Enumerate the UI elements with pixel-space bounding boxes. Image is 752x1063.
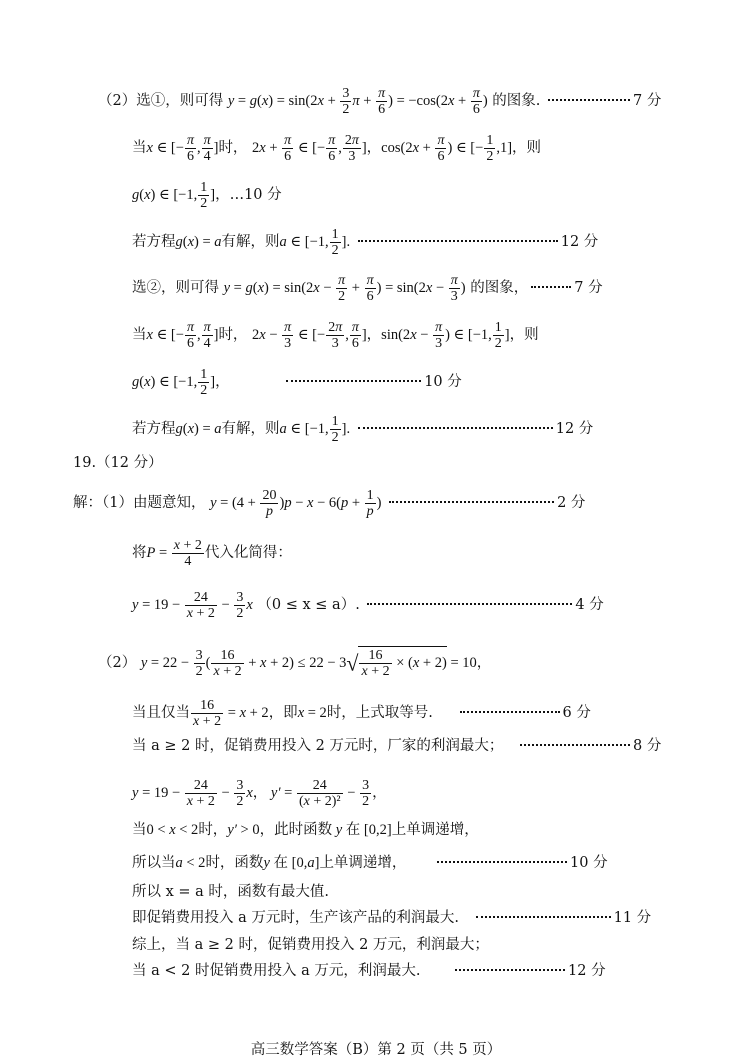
- math-formula: y = (4 + $\frac{20}{p}$ )p − x − 6(p + $\frac{1}{p}$ ): [210, 488, 382, 520]
- math-formula: y 在 [0,a]: [263, 855, 320, 871]
- line-q19-inequality: [98, 646, 491, 680]
- score: 12 分: [560, 234, 599, 251]
- line-choice2-result: [132, 367, 462, 399]
- score: 12 分: [555, 421, 594, 438]
- line-choice2-range: [132, 320, 539, 352]
- math-formula: x ∈ [− $\frac{\pi}{6}$ , $\frac{\pi}{4}$ ]: [146, 320, 219, 352]
- line-q19-simplified: [132, 590, 604, 622]
- line-text: （2）选①，则可得: [98, 93, 224, 110]
- score: 10 分: [424, 374, 462, 391]
- dot-leader: [531, 285, 571, 288]
- line-text: 的图象.: [492, 93, 541, 110]
- line-text: 解：（1）由题意知，: [73, 495, 206, 512]
- line-choice2-conclusion: [132, 414, 593, 446]
- line-q19-investment: [132, 908, 651, 928]
- line-text: 所以当: [132, 855, 176, 871]
- score: 12 分: [568, 963, 606, 979]
- dot-leader: [460, 710, 560, 713]
- math-formula: g(x) = a: [175, 234, 222, 251]
- line-choice1-conclusion: [132, 227, 598, 259]
- math-formula: g(x) ∈ [−1, $\frac{1}{2}$ ]，: [132, 367, 230, 399]
- line-text: 当 a ≥ 2 时，促销费用投入 2 万元时，厂家的利润最大；: [132, 738, 504, 754]
- line-q19-summary1: 综上，当 a ≥ 2 时，促销费用投入 2 万元，利润最大；: [132, 937, 489, 953]
- math-formula: x ∈ [− $\frac{\pi}{6}$ , $\frac{\pi}{4}$ ]: [146, 133, 219, 165]
- line-text: 上单调递增，: [319, 855, 407, 871]
- score: 2 分: [557, 495, 586, 512]
- math-formula: a < 2: [175, 855, 206, 871]
- math-formula: y = 22 − $\frac{3}{2}$ ( $\frac{16}{x + 2}$ + x + 2) ≤ 22 − 3√ $\frac{16}{x + 2}$ × (x + 2) = 10，: [140, 648, 492, 680]
- dot-leader: [437, 860, 567, 863]
- dot-leader: [455, 968, 565, 971]
- line-text: 当 a < 2 时促销费用投入 a 万元，利润最大.: [132, 963, 421, 979]
- line-choice1-formula: [98, 86, 661, 118]
- line-text: ，此时函数: [259, 822, 333, 838]
- line-text: 有解，则: [221, 234, 280, 251]
- math-formula: y = 19 − $\frac{24}{x + 2}$ − $\frac{3}{2}$ x: [132, 590, 253, 622]
- line-text: 若方程: [132, 234, 176, 251]
- math-formula: 2x − $\frac{\pi}{3}$ ∈ [− $\frac{2\pi}{3}$ , $\frac{\pi}{6}$ ]，sin(2x − $\frac{\pi}{3}$ ) ∈ [−1, $\frac{1}{2}$ ]: [252, 320, 510, 352]
- line-text: （0 ≤ x ≤ a）.: [257, 597, 360, 614]
- line-text: 即促销费用投入 a 万元时，生产该产品的利润最大.: [132, 910, 459, 926]
- line-text: 时，: [218, 140, 248, 157]
- line-text: 当: [132, 327, 147, 344]
- line-text: 时，函数: [205, 855, 264, 871]
- line-text: （2）: [98, 655, 137, 672]
- score: 10 分: [570, 855, 608, 871]
- line-choice2-formula: [132, 273, 603, 305]
- line-text: 上单调递增，: [391, 822, 479, 838]
- dot-leader: [476, 915, 611, 918]
- line-q19-case1: [132, 736, 661, 756]
- line-q19-max: 所以 x = a 时，函数有最大值.: [132, 884, 330, 900]
- dot-leader: [286, 379, 421, 382]
- dot-leader: [367, 602, 572, 605]
- score: 7 分: [633, 93, 662, 110]
- dot-leader: [389, 500, 554, 503]
- line-text: 当且仅当: [132, 705, 190, 722]
- line-q19-equality: [132, 698, 591, 730]
- math-formula: $\frac{16}{x + 2}$ = x + 2: [193, 698, 269, 730]
- math-formula: g(x) = a: [175, 421, 222, 438]
- line-text: 选②，则可得: [132, 280, 219, 297]
- line-text: 当: [132, 140, 147, 157]
- line-text: 当: [132, 822, 147, 838]
- score: …10 分: [229, 187, 282, 204]
- line-q19-case2: [132, 853, 608, 873]
- line-text: 有解，则: [221, 421, 280, 438]
- line-text: 时，: [218, 327, 248, 344]
- math-formula: 2x + $\frac{\pi}{6}$ ∈ [− $\frac{\pi}{6}$ , $\frac{2\pi}{3}$ ]，cos(2x + $\frac{\pi}{6}$ ) ∈ [− $\frac{1}{2}$ ,1]: [252, 133, 513, 165]
- math-formula: y = 19 − $\frac{24}{x + 2}$ − $\frac{3}{2}$ x， y′ = $\frac{24}{\text{(x + 2)²}}$ − $\frac{3}{2}$ ，: [132, 778, 387, 810]
- math-formula: a ∈ [−1, $\frac{1}{2}$ ].: [279, 414, 351, 446]
- line-q19-substitute: [132, 538, 292, 570]
- dot-leader: [358, 426, 553, 429]
- line-text: ，则: [509, 327, 539, 344]
- dot-leader: [520, 743, 630, 746]
- line-text: 将: [132, 545, 147, 562]
- math-formula: y 在 [0,2]: [335, 822, 392, 838]
- score: 7 分: [574, 280, 603, 297]
- line-text: 时，: [198, 822, 228, 838]
- score: 4 分: [575, 597, 604, 614]
- score: 6 分: [562, 705, 591, 722]
- line-text: 若方程: [132, 421, 176, 438]
- page-footer: 高三数学答案（B）第 2 页（共 5 页）: [250, 1042, 502, 1058]
- score: 11 分: [613, 910, 652, 926]
- line-text: 时，上式取等号.: [326, 705, 433, 722]
- dot-leader: [358, 239, 558, 242]
- line-text: 代入化简得：: [204, 545, 292, 562]
- math-formula: 0 < x < 2: [146, 822, 199, 838]
- line-text: 的图象，: [470, 280, 529, 297]
- math-formula: a ∈ [−1, $\frac{1}{2}$ ].: [279, 227, 351, 259]
- line-q19-monotone: [132, 820, 479, 840]
- math-formula: y = g(x) = sin(2x − $\frac{\pi}{2}$ + $\frac{\pi}{6}$ ) = sin(2x − $\frac{\pi}{3}$ ): [223, 273, 466, 305]
- math-formula: y = g(x) = sin(2x + $\frac{3}{2}$ π + $\frac{\pi}{6}$ ) = −cos(2x + $\frac{\pi}{6}$ ): [227, 86, 488, 118]
- line-q19-model: [73, 488, 585, 520]
- score: 8 分: [633, 738, 662, 754]
- question-heading: 19.（12 分）: [73, 455, 163, 471]
- math-formula: x = 2: [297, 705, 327, 722]
- line-text: ，即: [268, 705, 298, 722]
- line-text: ，则: [512, 140, 542, 157]
- line-choice1-range: [132, 133, 541, 165]
- line-q19-summary2: [132, 961, 606, 981]
- math-formula: g(x) ∈ [−1, $\frac{1}{2}$ ]，: [132, 180, 230, 212]
- line-choice1-result: [132, 180, 282, 212]
- math-formula: y′ > 0: [227, 822, 260, 838]
- dot-leader: [548, 98, 630, 101]
- math-formula: P = $\frac{x + 2}{4}$: [146, 538, 202, 570]
- line-q19-derivative: [132, 778, 387, 810]
